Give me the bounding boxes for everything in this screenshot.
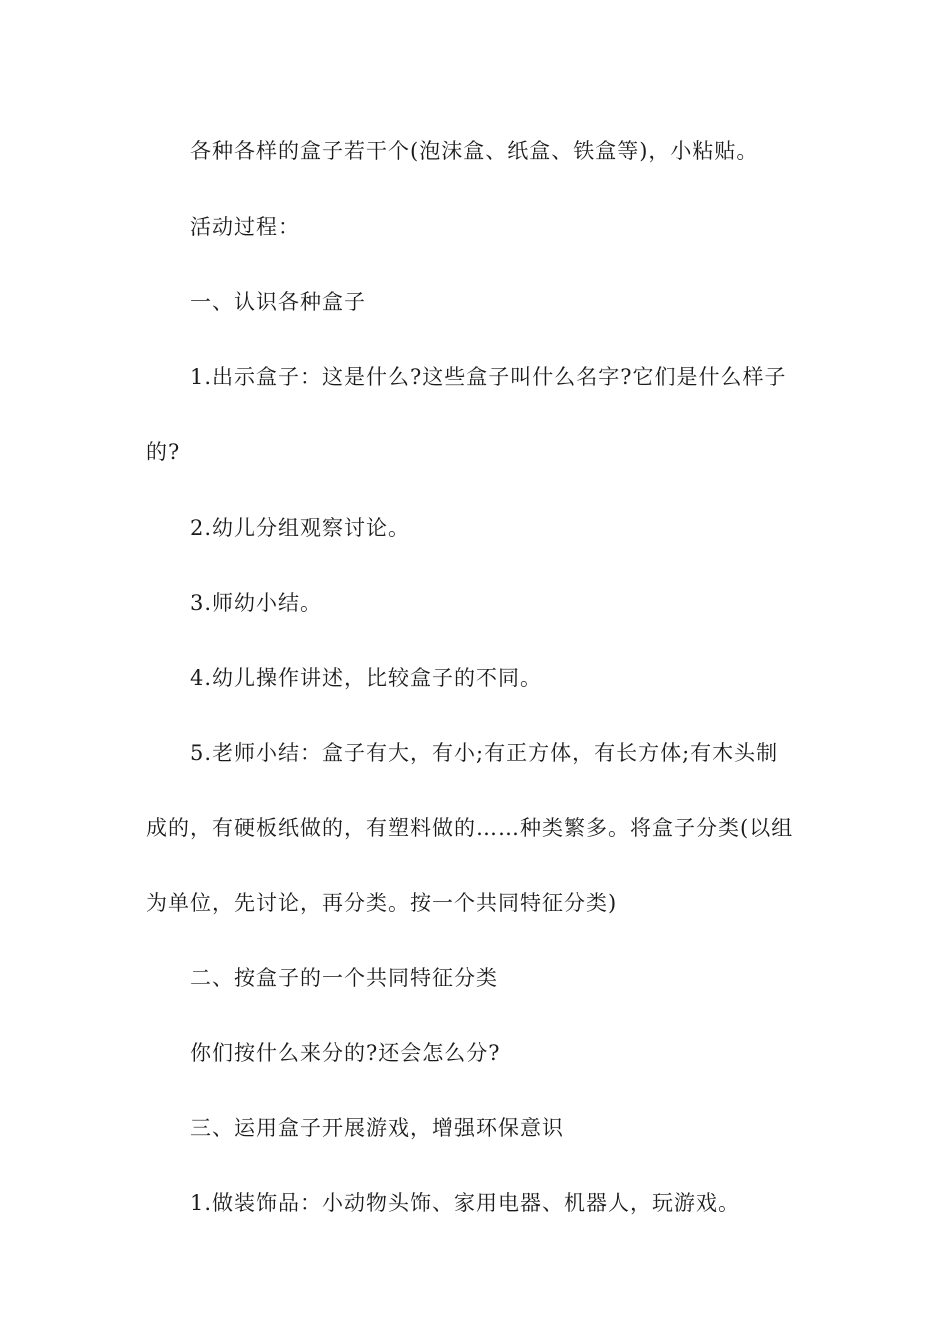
section-two-question: 你们按什么来分的?还会怎么分?	[190, 1041, 501, 1065]
step-4-line: 4.幼儿操作讲述，比较盒子的不同。	[190, 666, 543, 690]
step-1-line: 1.出示盒子：这是什么?这些盒子叫什么名字?它们是什么样子	[190, 365, 787, 389]
step-3-line: 3.师幼小结。	[190, 591, 323, 615]
step-5-line: 5.老师小结：盒子有大，有小;有正方体，有长方体;有木头制	[190, 741, 779, 765]
section-three-heading: 三、运用盒子开展游戏，增强环保意识	[190, 1116, 564, 1140]
activity-process-heading: 活动过程：	[190, 215, 300, 239]
step-5-continuation-2: 为单位，先讨论，再分类。按一个共同特征分类)	[146, 891, 618, 915]
section-three-step-1: 1.做装饰品：小动物头饰、家用电器、机器人，玩游戏。	[190, 1191, 741, 1215]
section-two-heading: 二、按盒子的一个共同特征分类	[190, 966, 498, 990]
step-2-line: 2.幼儿分组观察讨论。	[190, 516, 411, 540]
step-1-continuation: 的?	[146, 440, 181, 464]
materials-line: 各种各样的盒子若干个(泡沫盒、纸盒、铁盒等)，小粘贴。	[190, 139, 759, 163]
step-5-continuation-1: 成的，有硬板纸做的，有塑料做的……种类繁多。将盒子分类(以组	[146, 816, 794, 840]
section-one-heading: 一、认识各种盒子	[190, 290, 366, 314]
